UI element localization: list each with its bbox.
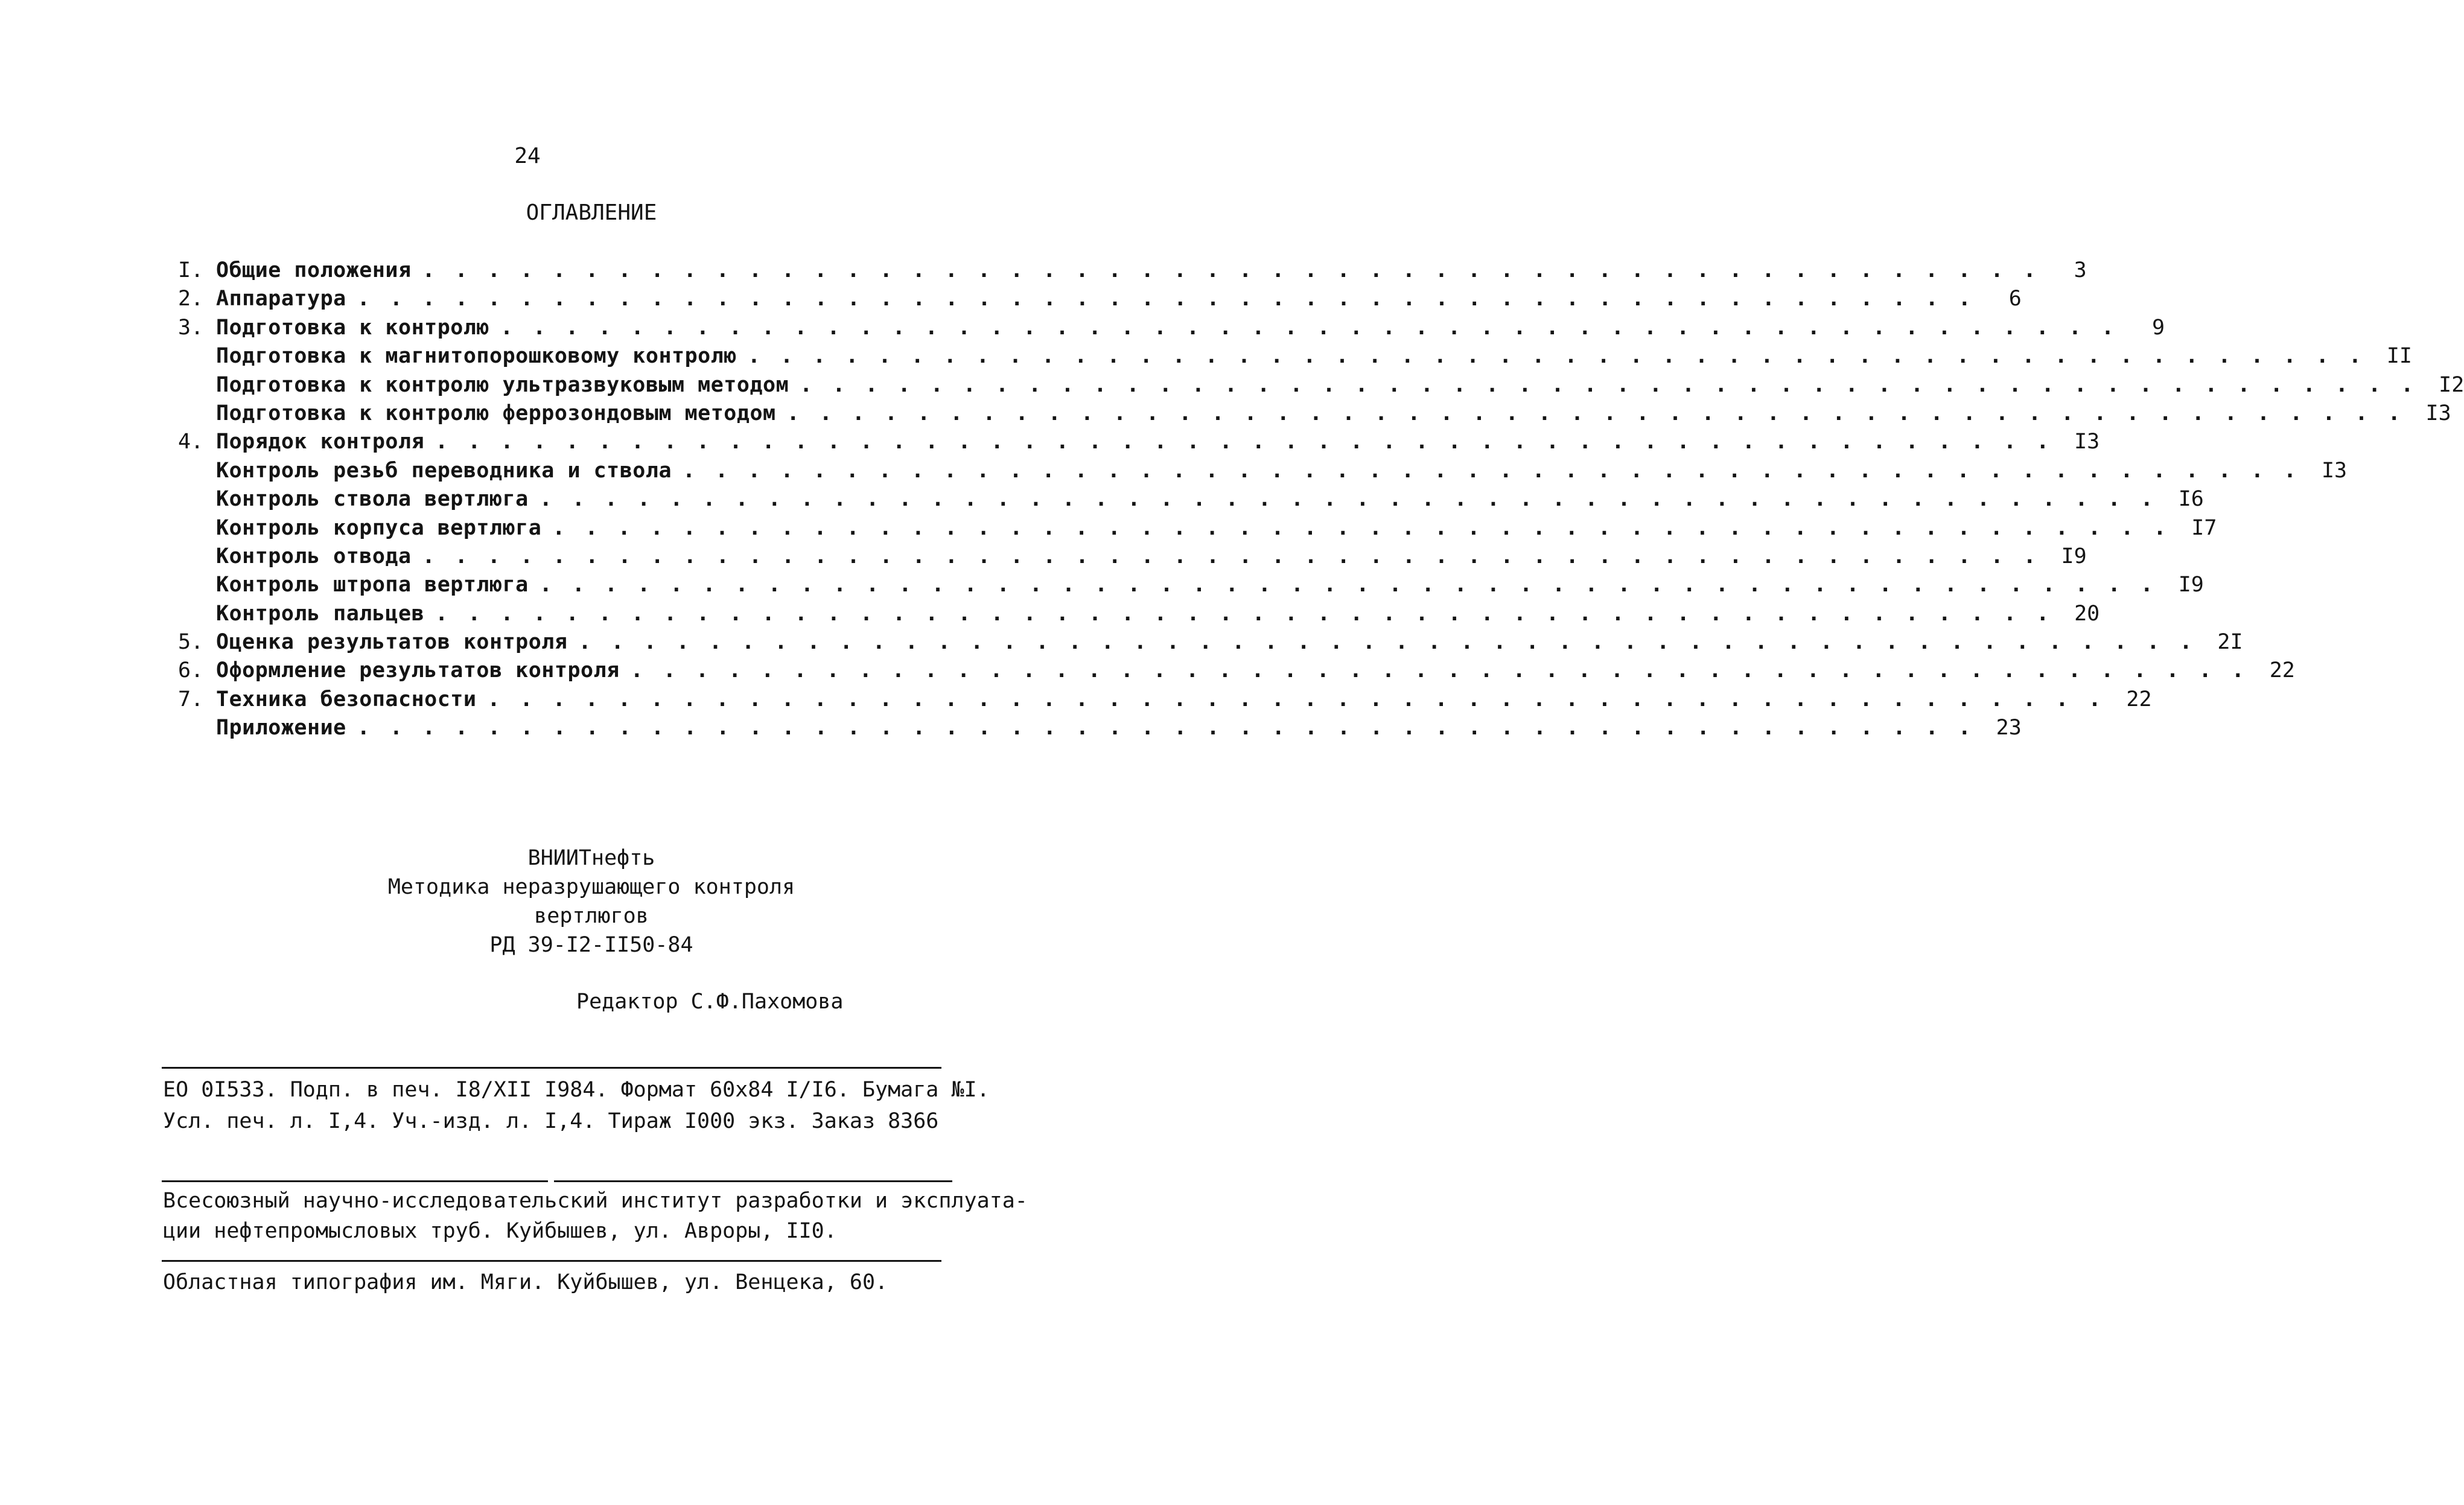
toc-entry-title: Контроль корпуса вертлюга <box>216 515 542 540</box>
toc-dot-leader: . . . . . . . . . . . . . . . . . . . . . . . . . . . . . . . . . . . . . . . . . . . . . . . . . . <box>552 515 2170 540</box>
printer-line: Областная типография им. Мяги. Куйбышев, ул. Венцека, 60. <box>163 1270 888 1294</box>
imprint-code: РД 39-I2-II50-84 <box>489 933 693 957</box>
toc-entry <box>178 401 2451 430</box>
toc-dot-leader: . . . . . . . . . . . . . . . . . . . . . . . . . . . . . . . . . . . . . . . . . . . . . . . . . . <box>435 430 2053 454</box>
toc-entry <box>178 258 2087 287</box>
toc-entry-page: I3 <box>2321 458 2348 483</box>
toc-entry-page: I2 <box>2439 372 2464 397</box>
toc-entry <box>178 515 2217 544</box>
toc-dot-leader: . . . . . . . . . . . . . . . . . . . . . . . . . . . . . . . . . . . . . . . . . . . . . . . . . . <box>422 544 2040 568</box>
toc-entry <box>178 687 2152 716</box>
institute-line-1: Всесоюзный научно-исследовательский институт разработки и эксплуата- <box>163 1189 1028 1213</box>
toc-entry-page: 22 <box>2269 658 2295 683</box>
biblio-line-2: Усл. печ. л. I,4. Уч.-изд. л. I,4. Тираж I000 экз. Заказ 8366 <box>163 1109 939 1133</box>
toc-entry <box>178 658 2295 687</box>
toc-entry <box>178 430 2100 458</box>
toc-entry <box>178 458 2348 487</box>
toc-entry-title: Контроль отвода <box>216 544 412 568</box>
bibliographic-block <box>163 1074 990 1137</box>
toc-entry-number: 2. <box>178 287 204 311</box>
toc-entry-title: Подготовка к контролю феррозондовым методом <box>216 401 776 425</box>
toc-entry-number: 5. <box>178 630 204 655</box>
toc-dot-leader: . . . . . . . . . . . . . . . . . . . . . . . . . . . . . . . . . . . . . . . . . . . . . . . . . . <box>357 287 1975 311</box>
toc-entry-page: 22 <box>2126 687 2152 711</box>
toc-entry-page: I7 <box>2191 515 2217 540</box>
toc-entry-title: Контроль пальцев <box>216 601 425 626</box>
divider-rule <box>162 1067 941 1069</box>
toc-entry-title: Подготовка к контролю <box>216 315 490 340</box>
toc-entry-title: Приложение <box>216 716 346 740</box>
divider-rule <box>162 1260 941 1262</box>
toc-entry-number: 3. <box>178 315 204 340</box>
toc-entry-page: 6 <box>2008 287 2022 311</box>
toc-entry <box>178 287 2022 315</box>
toc-entry-title: Оформление результатов контроля <box>216 658 620 683</box>
toc-entry-title: Подготовка к контролю ультразвуковым методом <box>216 372 789 397</box>
institute-line-2: ции нефтепромысловых труб. Куйбышев, ул. Авроры, II0. <box>163 1219 837 1243</box>
toc-entry <box>178 716 2022 744</box>
editor-credit: Редактор С.Ф.Пахомова <box>576 990 844 1014</box>
toc-entry <box>178 630 2243 658</box>
toc-entry <box>178 344 2412 372</box>
toc-dot-leader: . . . . . . . . . . . . . . . . . . . . . . . . . . . . . . . . . . . . . . . . . . . . . . . . . . <box>786 401 2404 425</box>
toc-heading: ОГЛАВЛЕНИЕ <box>526 200 657 225</box>
toc-entry <box>178 601 2100 630</box>
imprint-block <box>0 844 1183 959</box>
toc-entry-title: Порядок контроля <box>216 430 425 454</box>
toc-entry-page: 23 <box>1996 716 2022 740</box>
toc-entry <box>178 544 2087 573</box>
toc-entry-page: I6 <box>2178 487 2204 512</box>
toc-entry-number: 6. <box>178 658 204 683</box>
toc-dot-leader: . . . . . . . . . . . . . . . . . . . . . . . . . . . . . . . . . . . . . . . . . . . . . . . . . . <box>500 315 2118 340</box>
toc-entry <box>178 372 2464 401</box>
toc-entry-title: Контроль резьб переводника и ствола <box>216 458 672 483</box>
toc-dot-leader: . . . . . . . . . . . . . . . . . . . . . . . . . . . . . . . . . . . . . . . . . . . . . . . . . . <box>435 601 2053 626</box>
toc-entry-page: I3 <box>2425 401 2451 425</box>
toc-entry-title: Техника безопасности <box>216 687 477 711</box>
toc-dot-leader: . . . . . . . . . . . . . . . . . . . . . . . . . . . . . . . . . . . . . . . . . . . . . . . . . . <box>357 716 1975 740</box>
toc-entry-page: 9 <box>2152 315 2165 340</box>
toc-entry-page: I3 <box>2074 430 2100 454</box>
toc-dot-leader: . . . . . . . . . . . . . . . . . . . . . . . . . . . . . . . . . . . . . . . . . . . . . . . . . . <box>487 687 2105 711</box>
toc-entry-page: 2I <box>2217 630 2243 655</box>
toc-entry-page: 3 <box>2074 258 2087 282</box>
toc-entry-title: Контроль штропа вертлюга <box>216 573 529 597</box>
toc-dot-leader: . . . . . . . . . . . . . . . . . . . . . . . . . . . . . . . . . . . . . . . . . . . . . . . . . . <box>747 344 2365 369</box>
toc-dot-leader: . . . . . . . . . . . . . . . . . . . . . . . . . . . . . . . . . . . . . . . . . . . . . . . . . . <box>539 487 2157 512</box>
toc-dot-leader: . . . . . . . . . . . . . . . . . . . . . . . . . . . . . . . . . . . . . . . . . . . . . . . . . . <box>800 372 2418 397</box>
toc-entry <box>178 315 2165 344</box>
toc-entry-title: Оценка результатов контроля <box>216 630 568 655</box>
toc-entry-number: I. <box>178 258 204 282</box>
toc-entry-number: 7. <box>178 687 204 711</box>
toc-entry-page: I9 <box>2061 544 2087 568</box>
table-of-contents <box>178 258 2464 745</box>
divider-rule <box>554 1180 952 1182</box>
toc-dot-leader: . . . . . . . . . . . . . . . . . . . . . . . . . . . . . . . . . . . . . . . . . . . . . . . . . . <box>630 658 2248 683</box>
biblio-line-1: ЕО 0I533. Подп. в печ. I8/XII I984. Формат 60x84 I/I6. Бумага №I. <box>163 1078 990 1102</box>
imprint-title-line-2: вертлюгов <box>534 904 649 928</box>
toc-entry <box>178 573 2204 601</box>
toc-entry <box>178 487 2204 515</box>
toc-dot-leader: . . . . . . . . . . . . . . . . . . . . . . . . . . . . . . . . . . . . . . . . . . . . . . . . . . <box>422 258 2040 282</box>
institute-block <box>163 1186 1028 1246</box>
toc-entry-title: Общие положения <box>216 258 412 282</box>
toc-entry-page: II <box>2386 344 2412 369</box>
imprint-org: ВНИИТнефть <box>527 846 655 870</box>
toc-entry-title: Подготовка к магнитопорошковому контролю <box>216 344 737 369</box>
toc-dot-leader: . . . . . . . . . . . . . . . . . . . . . . . . . . . . . . . . . . . . . . . . . . . . . . . . . . <box>578 630 2196 655</box>
toc-entry-title: Аппаратура <box>216 287 346 311</box>
toc-entry-page: I9 <box>2178 573 2204 597</box>
page-number: 24 <box>514 144 541 168</box>
toc-dot-leader: . . . . . . . . . . . . . . . . . . . . . . . . . . . . . . . . . . . . . . . . . . . . . . . . . . <box>539 573 2157 597</box>
divider-rule <box>162 1180 548 1182</box>
toc-entry-page: 20 <box>2074 601 2100 626</box>
imprint-title-line-1: Методика неразрушающего контроля <box>387 875 795 899</box>
toc-entry-title: Контроль ствола вертлюга <box>216 487 529 512</box>
toc-entry-number: 4. <box>178 430 204 454</box>
toc-dot-leader: . . . . . . . . . . . . . . . . . . . . . . . . . . . . . . . . . . . . . . . . . . . . . . . . . . <box>683 458 2300 483</box>
